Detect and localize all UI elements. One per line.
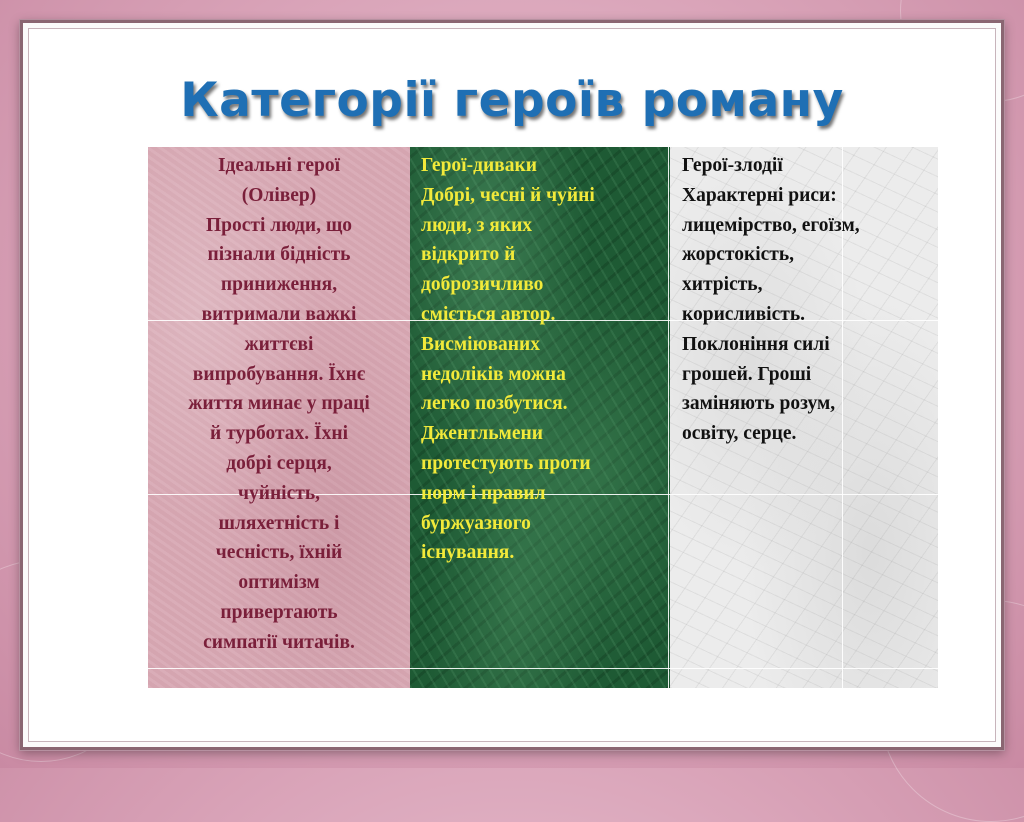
text-line: відкрито й	[421, 244, 516, 266]
text-line: існування.	[421, 542, 515, 564]
text-line: життєві	[244, 333, 314, 355]
text-line: пізнали бідність	[207, 244, 351, 266]
text-line: симпатії читачів.	[203, 631, 355, 653]
ideal-heroes-text	[152, 151, 406, 658]
row-divider	[148, 668, 410, 669]
text-line: життя минає у праці	[188, 393, 370, 415]
villain-heroes-text	[682, 151, 932, 449]
slide-frame	[20, 20, 1004, 750]
text-line: привертають	[220, 601, 338, 623]
text-line: Висміюваних	[421, 333, 540, 355]
text-line: жорстокість,	[682, 244, 795, 266]
text-line: заміняють розум,	[682, 393, 836, 415]
heroes-table	[148, 147, 938, 688]
text-line: лицемірство, егоїзм,	[682, 214, 860, 236]
column-ideal-heroes	[148, 147, 410, 688]
text-line: грошей. Гроші	[682, 363, 812, 385]
text-line: оптимізм	[238, 572, 320, 594]
text-line: легко позбутися.	[421, 393, 568, 415]
text-line: Поклоніння силі	[682, 333, 830, 355]
text-line: й турботах. Їхні	[209, 423, 349, 445]
text-line: чесність, їхній	[215, 542, 343, 564]
text-line: буржуазного	[421, 512, 531, 534]
column-eccentric-heroes	[410, 147, 670, 688]
text-line: доброзичливо	[421, 274, 544, 296]
column-grid-line	[668, 147, 669, 688]
text-line: витримали важкі	[201, 303, 357, 325]
text-line: Герої-диваки	[421, 155, 537, 176]
slide-title: Категорії героїв роману	[180, 73, 844, 128]
text-line: Джентльмени	[421, 423, 543, 445]
column-villain-heroes	[670, 147, 938, 688]
text-line: Герої-злодії	[682, 155, 783, 176]
text-line: недоліків можна	[421, 363, 566, 385]
text-line: Характерні риси:	[682, 184, 837, 206]
text-line: Прості люди, що	[205, 214, 353, 236]
text-line: норм і правил	[421, 482, 546, 504]
text-line: корисливість.	[682, 303, 806, 325]
text-line: освіту, серце.	[682, 423, 797, 445]
text-line: Ідеальні герої	[217, 155, 341, 176]
text-line: випробування. Їхнє	[192, 363, 366, 385]
text-line: Добрі, чесні й чуйні	[421, 184, 595, 206]
text-line: хитрість,	[682, 274, 763, 296]
text-line: (Олівер)	[241, 184, 317, 206]
text-line: шляхетність і	[218, 512, 340, 534]
row-divider	[670, 494, 938, 495]
text-line: сміється автор.	[421, 303, 556, 325]
text-line: добрі серця,	[226, 452, 332, 474]
text-line: протестують проти	[421, 452, 591, 474]
eccentric-heroes-text	[421, 151, 664, 568]
text-line: люди, з яких	[421, 214, 533, 236]
row-divider	[670, 668, 938, 669]
text-line: чуйність,	[237, 482, 321, 504]
text-line: приниження,	[220, 274, 338, 296]
row-divider	[410, 668, 670, 669]
